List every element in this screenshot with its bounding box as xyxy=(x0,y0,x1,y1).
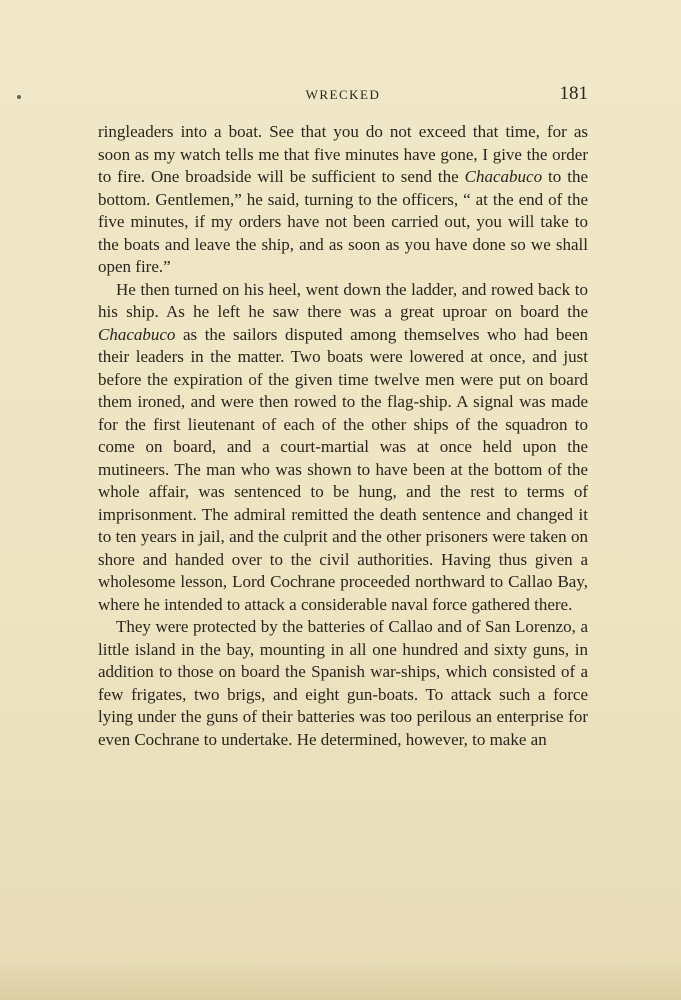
text-segment: ringleaders into a boat. See that you do not exceed that time, for as soon as my watch tells me that five minutes have gone, I give the order to fire. One broadside will be sufficient to send the xyxy=(98,122,588,186)
body-text xyxy=(98,121,588,751)
running-head: WRECKED xyxy=(305,87,381,102)
ship-name: Chacabuco xyxy=(464,167,543,186)
paragraph-2 xyxy=(98,279,588,617)
text-segment: as the sailors disputed among themselves who had been their leaders in the matter. Two boats were lowered at once, and just before the expiration of the given time twelve men were put on board them ironed, and were then rowed to the flag-ship. A signal was made for the first lieutenant of each of the other ships of the squadron to come on board, and a court-martial was at once held upon the mutineers. The man who was shown to have been at the bottom of the whole affair, was sentenced to be hung, and the rest to terms of imprisonment. The admiral remitted the death sentence and changed it to ten years in jail, and the culprit and the other prisoners were taken on shore and handed over to the civil authorities. Having thus given a wholesome lesson, Lord Cochrane proceeded northward to Callao Bay, where he intended to attack a considerable naval force gathered there. xyxy=(98,324,588,614)
margin-mark xyxy=(17,95,21,99)
paragraph-1 xyxy=(98,121,588,279)
page-header xyxy=(98,83,588,111)
page-number: 181 xyxy=(559,83,588,104)
ship-name: Chacabuco xyxy=(98,324,176,344)
text-segment: He then turned on his heel, went down the ladder, and rowed back to his ship. As he left he saw there was a great uproar on board the xyxy=(98,279,588,321)
text-segment: to the bottom. Gentlemen,” he said, turning to the officers, “ at the end of the five minutes, if my orders have not been carried out, you will take to the boats and leave the ship, and as soon as you have done so we shall open fire.” xyxy=(98,167,588,276)
text-segment: They were protected by the batteries of Callao and of San Lorenzo, a little island in the bay, mounting in all one hundred and sixty guns, in addition to those on board the Spanish war-ships, which consisted of a few frigates, two brigs, and eight gun-boats. To attack such a force lying under the guns of their batteries was too perilous an enterprise for even Cochrane to undertake. He determined, however, to make an xyxy=(98,617,588,749)
paragraph-3 xyxy=(98,616,588,751)
